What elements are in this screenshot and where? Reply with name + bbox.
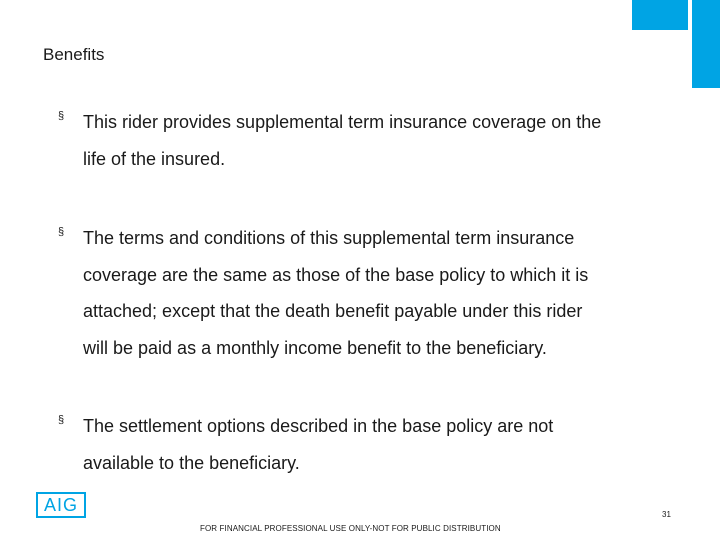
bullet-line: attached; except that the death benefit payable under this rider: [83, 301, 583, 321]
corner-accent-bar: [692, 0, 720, 88]
bullet-line: This rider provides supplemental term insurance coverage on the: [83, 112, 602, 132]
aig-logo: AIG: [36, 492, 86, 518]
bullet-line: available to the beneficiary.: [83, 452, 300, 473]
bullet-text: [83, 220, 668, 366]
bullet-line: The terms and conditions of this supplemental term insurance: [83, 228, 575, 248]
bullet-line: life of the insured.: [83, 148, 226, 169]
bullet-text: [83, 408, 668, 481]
bullet-line: The settlement options described in the base policy are not: [83, 416, 554, 436]
bullet-line: will be paid as a monthly income benefit to the beneficiary.: [83, 337, 547, 358]
bullet-marker: §: [58, 414, 65, 426]
bullet-line: coverage are the same as those of the base policy to which it is: [83, 264, 589, 285]
bullet-marker: §: [58, 110, 65, 122]
bullet-marker: §: [58, 226, 65, 238]
page-number: 31: [662, 510, 671, 519]
footer-disclaimer: FOR FINANCIAL PROFESSIONAL USE ONLY-NOT FOR PUBLIC DISTRIBUTION: [200, 524, 501, 533]
corner-accent-block: [632, 0, 688, 30]
slide-title: Benefits: [43, 45, 105, 64]
bullet-text: [83, 104, 668, 177]
